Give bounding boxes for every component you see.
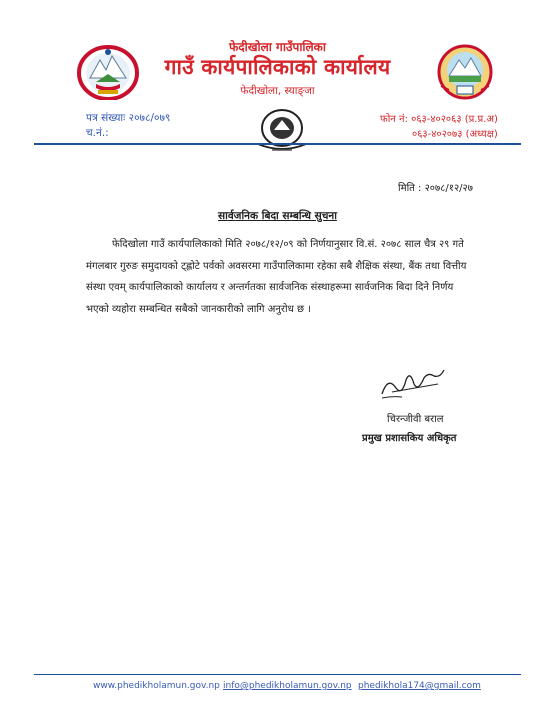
signature-icon bbox=[378, 362, 450, 402]
stamp-seal-icon bbox=[252, 104, 312, 154]
footer-divider bbox=[34, 674, 521, 675]
notice-body bbox=[86, 234, 496, 320]
notice-line: फेदिखोला गाउँ कार्यपालिकाको मिति २०७८/१२/०९ को निर्णयानुसार वि.सं. २०७८ साल चैत्र २९ गते bbox=[112, 239, 464, 250]
office-title: गाउँ कार्यपालिकाको कार्यालय bbox=[164, 55, 391, 79]
phone-number-2: ०६३-४०२०७३ (अध्यक्ष) bbox=[412, 129, 498, 140]
phone-number-1: फोन नं: ०६३-४०२०६३ (प्र.प्र.अ) bbox=[380, 114, 498, 125]
notice-date: मिति : २०७८/१२/२७ bbox=[398, 183, 473, 194]
notice-line: भएको व्यहोरा सम्बन्धित सबैको जानकारीको लागि अनुरोध छ । bbox=[86, 303, 311, 315]
organization-name: फेदीखोला गाउँपालिका bbox=[228, 40, 326, 54]
office-address: फेदीखोला, स्याङ्जा bbox=[240, 85, 315, 97]
footer-website-link[interactable]: www.phedikholamun.gov.np bbox=[93, 681, 220, 691]
footer-email-link-2[interactable]: phedikhola174@gmail.com bbox=[358, 681, 481, 691]
office-stamp bbox=[252, 104, 312, 154]
dispatch-number: च.नं.: bbox=[86, 127, 109, 139]
handwritten-signature bbox=[378, 362, 450, 402]
signatory-name: चिरन्जीवी बराल bbox=[387, 414, 444, 425]
letter-reference-number: पत्र संख्याः २०७८/०७९ bbox=[86, 112, 171, 124]
notice-line: मंगलबार गुरुङ समुदायको ट्ह्लोटे पर्वको अवसरमा गाउँपालिकामा रहेका सबै शैक्षिक संस्था, बैंक तथा वित्तीय bbox=[86, 260, 467, 272]
header-divider bbox=[34, 143, 521, 145]
notice-title: सार्वजनिक बिदा सम्बन्धि सुचना bbox=[218, 210, 337, 222]
signatory-designation: प्रमुख प्रशासकिय अधिकृत bbox=[362, 433, 457, 444]
notice-line: संस्था एवम् कार्यपालिकाको कार्यालय र अन्तर्गतका सार्वजनिक संस्थाहरूमा सार्वजनिक बिदा दिने निर्णय bbox=[86, 282, 454, 293]
footer-email-link-1[interactable]: info@phedikholamun.gov.np bbox=[223, 681, 352, 691]
